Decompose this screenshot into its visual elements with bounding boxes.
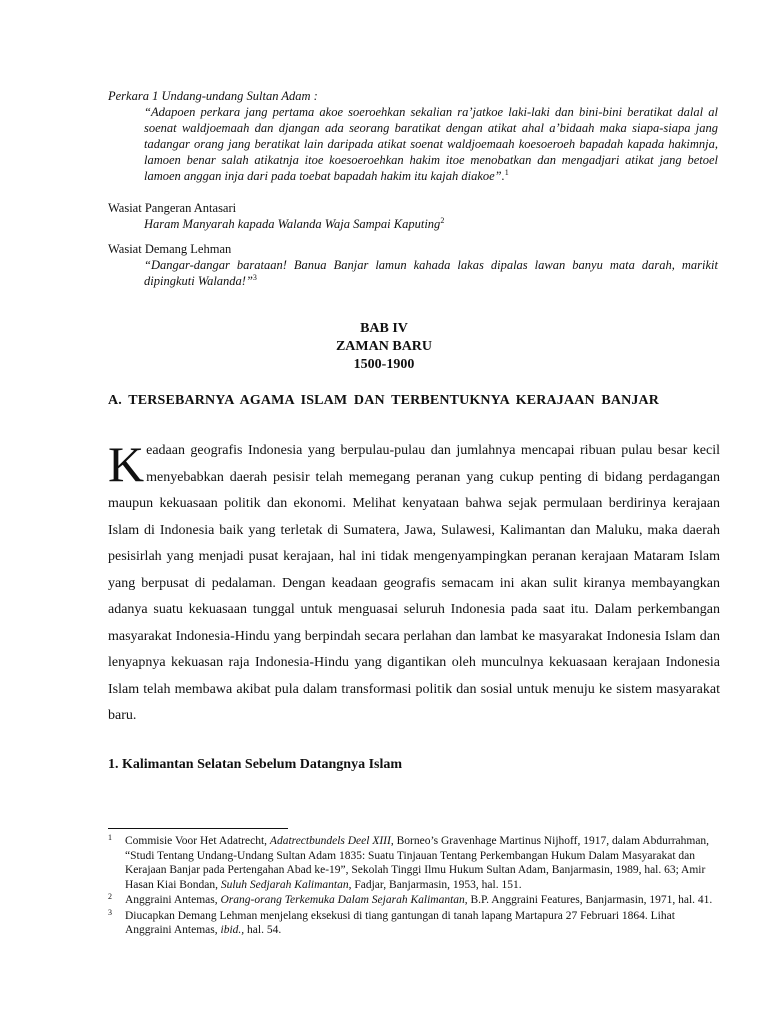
- footnote-divider: [108, 828, 288, 829]
- epigraph-heading: Wasiat Pangeran Antasari: [108, 201, 237, 215]
- footnote-ref[interactable]: 1: [504, 167, 509, 177]
- footnote-text: Diucapkan Demang Lehman menjelang eksekusi di tiang gantungan di tanah lapang Martapura 27 Februari 1864. Lihat Anggraini Antemas,: [125, 909, 675, 936]
- epigraph-demang-lehman: [108, 241, 718, 289]
- footnote-text: Anggraini Antemas,: [125, 894, 221, 906]
- subsection-heading: 1. Kalimantan Selatan Sebelum Datangnya Islam: [108, 757, 403, 772]
- section-title: A. TERSEBARNYA AGAMA ISLAM DAN TERBENTUKNYA KERAJAAN BANJAR: [108, 393, 660, 408]
- epigraph-quote: [144, 257, 718, 289]
- footnote-1: [108, 834, 716, 892]
- footnote-text: , B.P. Anggraini Features, Banjarmasin, 1971, hal. 41.: [464, 894, 713, 906]
- epigraph-pangeran-antasari: [108, 200, 718, 232]
- epigraph-heading: Perkara 1 Undang-undang Sultan Adam :: [108, 89, 318, 103]
- epigraph-quote-text: Haram Manyarah kapada Walanda Waja Sampai Kaputing: [144, 217, 441, 231]
- footnote-text: hal. 54.: [244, 924, 282, 936]
- footnote-number: 3: [108, 907, 112, 917]
- chapter-heading: [0, 320, 768, 374]
- epigraph-quote-text: “Dangar-dangar barataan! Banua Banjar lamun kahada lakas dipalas lawan banyu mata darah, marikit dipingkuti Walanda!”: [144, 258, 718, 288]
- footnote-title: Orang-orang Terkemuka Dalam Sejarah Kalimantan: [220, 894, 465, 906]
- body-paragraph-text: eadaan geografis Indonesia yang berpulau-pulau dan jumlahnya mencapai ribuan pulau besar kecil menyebabkan daerah pesisir telah memegang peranan yang cukup penting di bidang perdagangan maupun kekuasaan politik dan ekonomi. Melihat kenyataan bahwa sejak permulaan berdirinya kerajaan Islam di Indonesia baik yang terletak di Sumatera, Jawa, Sulawesi, Kalimantan dan Maluku, maka daerah pesisirlah yang menjadi pusat kerajaan, hal ini tidak mengenyampingkan peranan kerajaan Mataram Islam yang berpusat di pedalaman. Dengan keadaan geografis semacam ini akan sulit kiranya membayangkan adanya suatu kekuasaan tunggal untuk menguasai seluruh Indonesia pada saat itu. Dalam perkembangan masyarakat Indonesia-Hindu yang berpindah secara perlahan dan lambat ke masyarakat Indonesia Islam dan lenyapnya kekuasan raja Indonesia-Hindu yang digantikan oleh munculnya kekuasaan kerajaan Indonesia Islam telah membawa akibat pula dalam transformasi politik dan sosial untuk menuju ke sistem masyarakat baru.: [108, 443, 720, 723]
- footnote-title: ibid.,: [220, 924, 245, 936]
- footnote-text: Commisie Voor Het Adatrecht,: [125, 835, 270, 847]
- footnote-text: , Fadjar, Banjarmasin, 1953, hal. 151.: [348, 878, 522, 891]
- footnote-ref[interactable]: 3: [252, 272, 257, 282]
- footnote-title: Suluh Sedjarah Kalimantan: [220, 878, 349, 891]
- epigraph-quote: [144, 216, 718, 232]
- footnote-3: [108, 909, 716, 938]
- footnote-title: Adatrectbundels Deel XIII: [269, 835, 391, 847]
- footnote-text: , Borneo’s Gravenhage Martinus Nijhoff, 1917, dalam Abdurrahman, “Studi Tentang Undang-Undang Sultan Adam 1835: Suatu Tinjauan Tentang Perkembangan Hukum Dalam Masyarakat dan Kerajaan Banjar pada Pertengahan Abad ke-19”, Sekolah Tinggi Ilmu Hukum Sultan Adam, Banjarmasin, 1989, hal. 63; Amir Hasan Kiai Bondan,: [125, 835, 710, 891]
- epigraph-heading: Wasiat Demang Lehman: [108, 242, 232, 256]
- footnote-ref[interactable]: 2: [440, 215, 445, 225]
- chapter-number: BAB IV: [360, 321, 408, 336]
- chapter-title: ZAMAN BARU: [335, 339, 433, 354]
- drop-cap: K: [108, 436, 145, 492]
- epigraph-sultan-adam: [108, 88, 718, 184]
- epigraph-quote-text: “Adapoen perkara jang pertama akoe soeroehkan sekalian ra’jatkoe laki-laki dan bini-bini beratikat dalal al soenat waldjoemaah dan djangan ada seorang baratikat dengan atikat ahal a’bidaah maka siapa-siapa jang tadangar orang jang beratikat lain daripada atikat soenat waldjoemaah koesoeroeh bapadah kapada hakimnja, lamoen benar salah atikatnja itoe koesoeroehkan hakim itoe menobatkan dan mengadjari atikat jang betoel lamoen anggan inja dari pada toebat bapadah hakim itu kajah diakoe”.: [144, 105, 718, 183]
- footnote-number: 2: [108, 892, 112, 901]
- body-paragraph: [108, 438, 720, 730]
- chapter-period: 1500-1900: [353, 357, 415, 372]
- footnote-number: 1: [108, 833, 112, 842]
- epigraph-quote: [144, 104, 718, 184]
- footnote-2: [108, 893, 716, 908]
- footnotes: [108, 834, 716, 939]
